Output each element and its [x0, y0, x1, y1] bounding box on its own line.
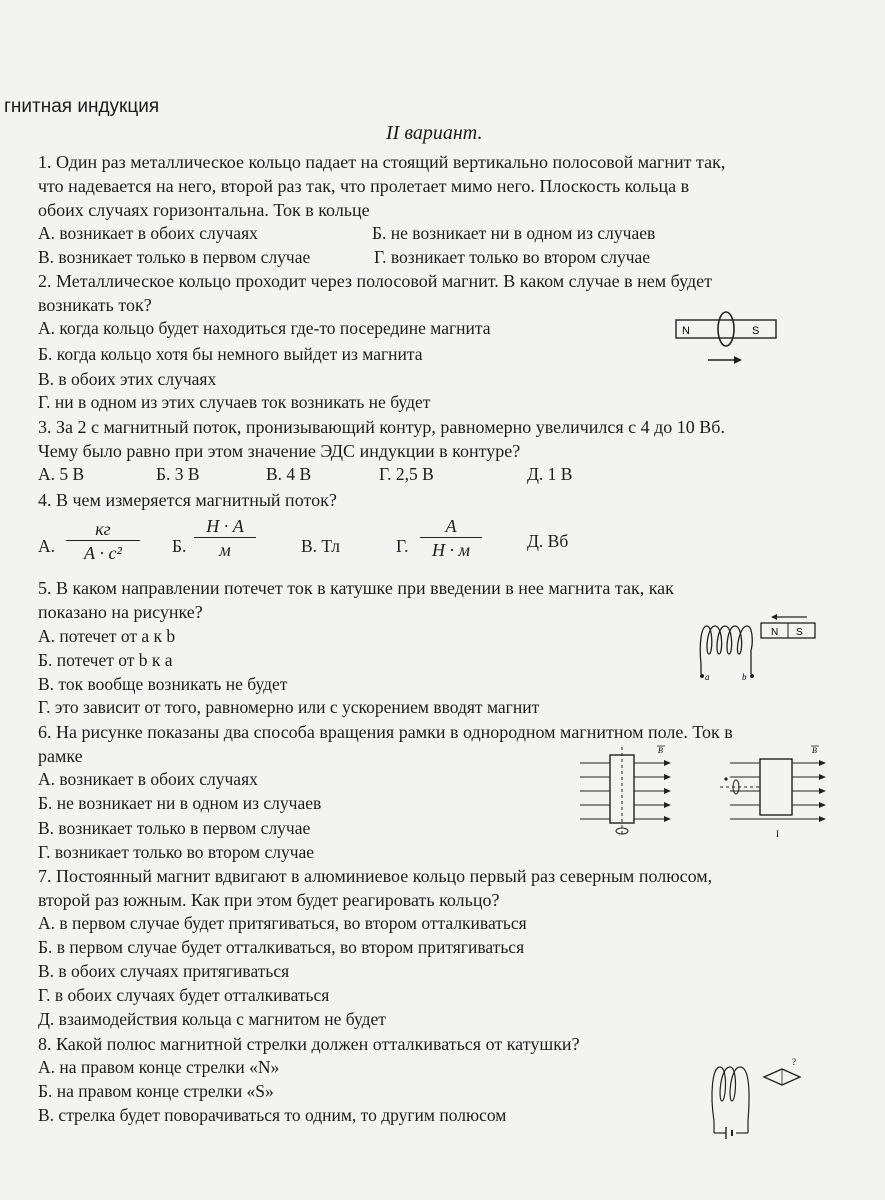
- q3-text-line-2: Чему было равно при этом значение ЭДС индукции в контуре?: [38, 441, 521, 461]
- q1-option-a: А. возникает в обоих случаях: [38, 223, 258, 243]
- q3-text-line-1: 3. За 2 с магнитный поток, пронизывающий контур, равномерно увеличился с 4 до 10 Вб.: [38, 417, 725, 437]
- q4-option-d-numerator: А: [445, 516, 457, 536]
- q4-option-d-fraction: [420, 516, 482, 561]
- q5-option-d: Г. это зависит от того, равномерно или с ускорением вводят магнит: [38, 697, 540, 717]
- q6-option-b: Б. не возникает ни в одном из случаев: [38, 793, 322, 813]
- q1-option-b: Б. не возникает ни в одном из случаев: [372, 223, 656, 243]
- q3-option-d: Г. 2,5 В: [379, 464, 434, 484]
- ring-shape: [718, 312, 734, 346]
- q6-rotating-frame-figure: [580, 745, 835, 843]
- q8-text-line-1: 8. Какой полюс магнитной стрелки должен отталкиваться от катушки?: [38, 1034, 580, 1054]
- q4-option-e: Д. Вб: [527, 531, 569, 551]
- q4-option-b-label: Б.: [172, 536, 187, 556]
- q4-option-a-numerator: кг: [95, 519, 111, 539]
- q8-coil-needle-figure: [706, 1055, 806, 1140]
- frame-right: [760, 759, 792, 815]
- q6-option-a: А. возникает в обоих случаях: [38, 769, 258, 789]
- q3-option-c: В. 4 В: [266, 464, 312, 484]
- motion-arrow-head: [734, 356, 742, 364]
- q5-magnet-s-label: S: [796, 627, 803, 638]
- q6-text-line-2: рамке: [38, 746, 83, 766]
- q2-option-a: А. когда кольцо будет находиться где-то посередине магнита: [38, 318, 491, 338]
- q4-option-a-label: А.: [38, 536, 56, 556]
- q6-text-line-1: 6. На рисунке показаны два способа вращения рамки в однородном магнитном поле. Ток в: [38, 722, 733, 742]
- q2-option-c: В. в обоих этих случаях: [38, 369, 217, 389]
- q3-option-a: А. 5 В: [38, 464, 85, 484]
- q6-option-c: В. возникает только в первом случае: [38, 818, 311, 838]
- q4-text-line-1: 4. В чем измеряется магнитный поток?: [38, 490, 337, 510]
- q5-text-line-1: 5. В каком направлении потечет ток в катушке при введении в нее магнита так, как: [38, 578, 674, 598]
- q3-option-b: Б. 3 В: [156, 464, 200, 484]
- q4-option-a-fraction: [66, 519, 140, 564]
- q4-option-d-denominator: Н · м: [420, 537, 482, 561]
- q2-option-b: Б. когда кольцо хотя бы немного выйдет из магнита: [38, 344, 423, 364]
- panel-label-right: I: [776, 829, 779, 839]
- q7-option-e: Д. взаимодействия кольца с магнитом не будет: [38, 1009, 386, 1029]
- q1-text-line-3: обоих случаях горизонтальна. Ток в кольце: [38, 200, 370, 220]
- q2-text-line-2: возникать ток?: [38, 295, 152, 315]
- q5-option-b: Б. потечет от b к а: [38, 650, 173, 670]
- q3-option-e: Д. 1 В: [527, 464, 573, 484]
- coil-turns: [700, 626, 752, 674]
- field-label-right: B: [812, 746, 817, 755]
- q4-option-d-label: Г.: [396, 536, 409, 556]
- q5-text-line-2: показано на рисунке?: [38, 602, 203, 622]
- q4-option-b-numerator: Н · А: [206, 516, 244, 536]
- q1-option-c: В. возникает только в первом случае: [38, 247, 311, 267]
- section-title: гнитная индукция: [4, 96, 160, 117]
- terminal-b-label: b: [742, 672, 747, 682]
- q7-option-c: В. в обоих случаях притягиваться: [38, 961, 290, 981]
- q8-option-b: Б. на правом конце стрелки «S»: [38, 1081, 274, 1101]
- variant-title: II вариант.: [386, 122, 483, 144]
- terminal-a-label: a: [705, 672, 710, 682]
- q8-option-c: В. стрелка будет поворачиваться то одним, то другим полюсом: [38, 1105, 507, 1125]
- q7-text-line-1: 7. Постоянный магнит вдвигают в алюминиевое кольцо первый раз северным полюсом,: [38, 866, 713, 886]
- q2-text-line-1: 2. Металлическое кольцо проходит через полосовой магнит. В каком случае в нем будет: [38, 271, 712, 291]
- q2-option-d: Г. ни в одном из этих случаев ток возникать не будет: [38, 392, 431, 412]
- q5-magnet-n-label: N: [771, 627, 779, 638]
- q5-coil-magnet-figure: [695, 614, 825, 686]
- q5-option-a: А. потечет от а к b: [38, 626, 176, 646]
- q7-option-b: Б. в первом случае будет отталкиваться, во втором притягиваться: [38, 937, 525, 957]
- q7-text-line-2: второй раз южным. Как при этом будет реагировать кольцо?: [38, 890, 500, 910]
- coil-turns-q8: [712, 1067, 749, 1139]
- q5-option-c: В. ток вообще возникать не будет: [38, 674, 288, 694]
- q7-option-d: Г. в обоих случаях будет отталкиваться: [38, 985, 330, 1005]
- q4-option-a-denominator: А · с²: [66, 540, 140, 564]
- q2-magnet-n-label: N: [682, 325, 690, 337]
- q2-ring-magnet-figure: [672, 310, 782, 372]
- q1-text-line-2: что надевается на него, второй раз так, что пролетает мимо него. Плоскость кольца в: [38, 176, 690, 196]
- q6-option-d: Г. возникает только во втором случае: [38, 842, 315, 862]
- q2-magnet-s-label: S: [752, 325, 760, 337]
- q1-option-d: Г. возникает только во втором случае: [374, 247, 651, 267]
- q4-option-c: В. Тл: [301, 536, 340, 556]
- q4-option-b-denominator: м: [194, 537, 256, 561]
- q1-text-line-1: 1. Один раз металлическое кольцо падает на стоящий вертикально полосовой магнит так,: [38, 152, 726, 172]
- field-label-left: B: [658, 746, 663, 755]
- needle-question-mark: ?: [792, 1057, 796, 1067]
- q4-option-b-fraction: [194, 516, 256, 561]
- q7-option-a: А. в первом случае будет притягиваться, во втором отталкиваться: [38, 913, 527, 933]
- q8-option-a: А. на правом конце стрелки «N»: [38, 1057, 280, 1077]
